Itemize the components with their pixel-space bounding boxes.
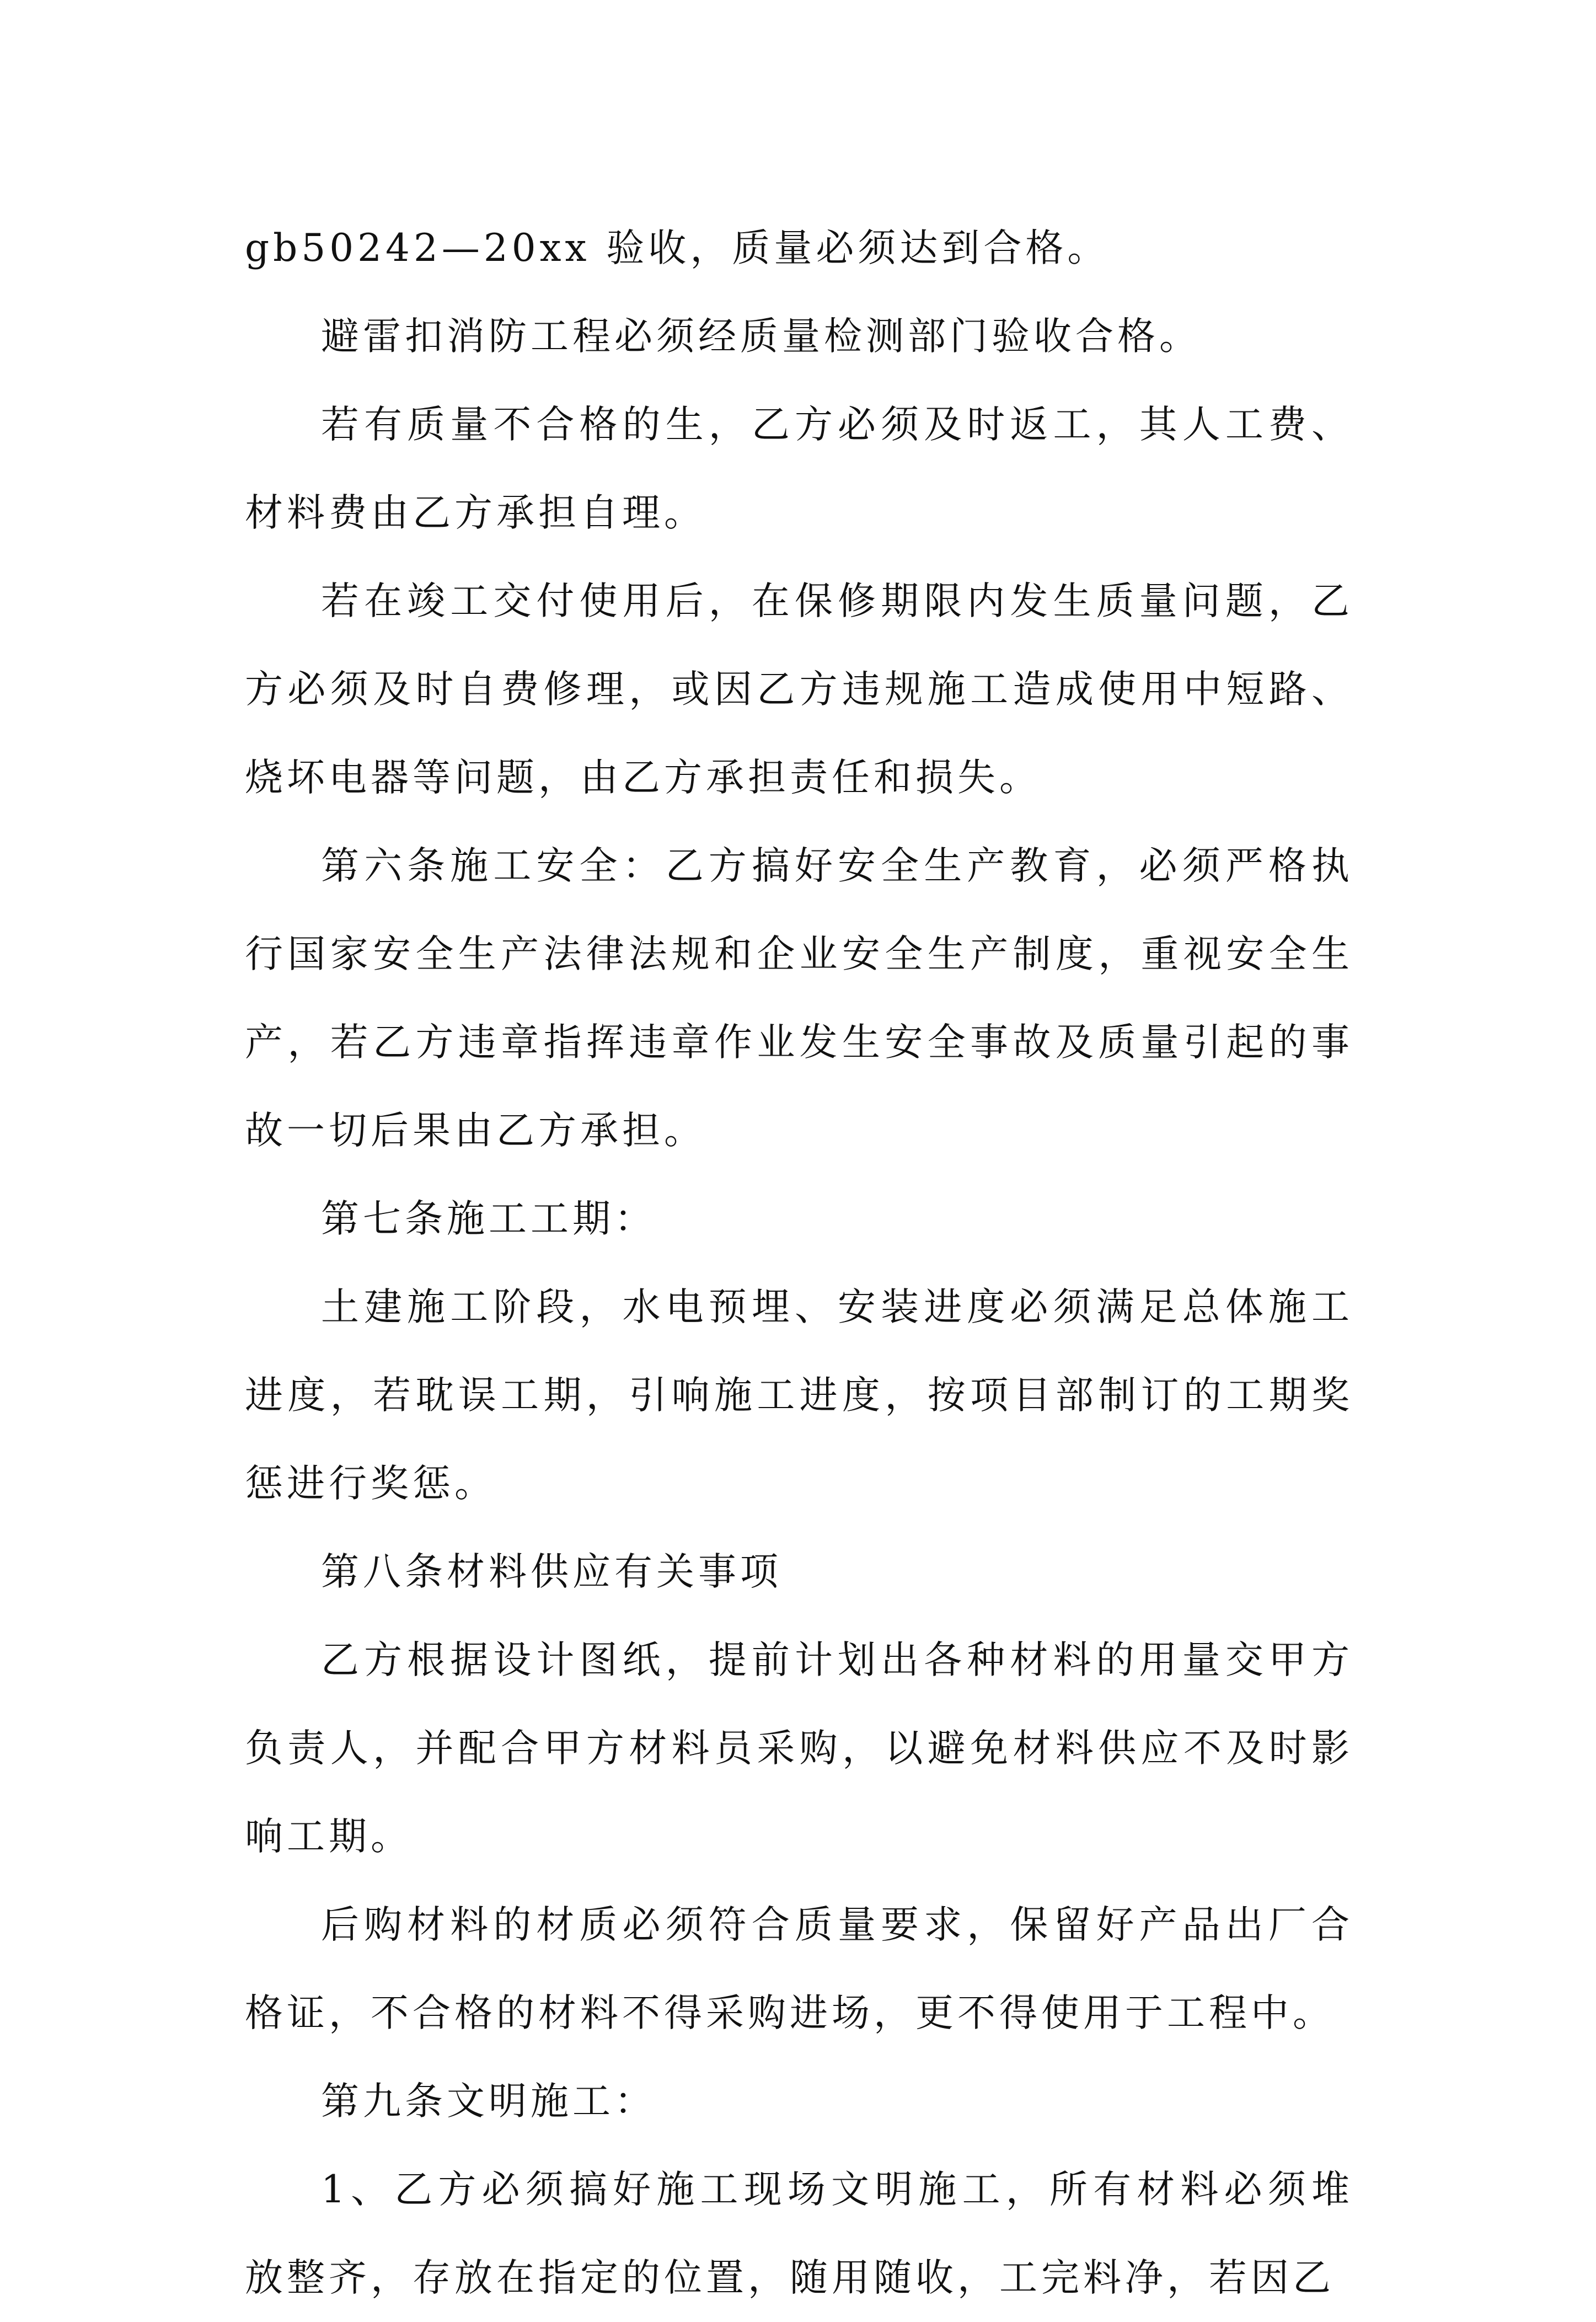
paragraph-material-quality: 后购材料的材质必须符合质量要求，保留好产品出厂合格证，不合格的材料不得采购进场，更不得使用于工程中。	[245, 1903, 1353, 2035]
paragraph-material-plan: 乙方根据设计图纸，提前计划出各种材料的用量交甲方负责人，并配合甲方材料员采购，以避免材料供应不及时影响工期。	[245, 1638, 1353, 1859]
paragraph-lightning-fire-acceptance: 避雷扣消防工程必须经质量检测部门验收合格。	[321, 314, 1201, 359]
paragraph-rework-cost: 若有质量不合格的生，乙方必须及时返工，其人工费、材料费由乙方承担自理。	[245, 403, 1353, 535]
paragraph-article-6-safety: 第六条施工安全：乙方搞好安全生产教育，必须严格执行国家安全生产法律法规和企业安全生产制度，重视安全生产，若乙方违章指挥违章作业发生安全事故及质量引起的事故一切后果由乙方承担。	[245, 844, 1353, 1153]
paragraph-warranty-repair: 若在竣工交付使用后，在保修期限内发生质量问题，乙方必须及时自费修理，或因乙方违规施工造成使用中短路、烧坏电器等问题，由乙方承担责任和损失。	[245, 579, 1353, 800]
paragraph-article-9-heading: 第九条文明施工：	[321, 2079, 656, 2123]
paragraph-schedule: 土建施工阶段，水电预埋、安装进度必须满足总体施工进度，若耽误工期，引响施工进度，按项目部制订的工期奖惩进行奖惩。	[245, 1285, 1353, 1506]
paragraph-acceptance-standard: gb50242—20xx 验收，质量必须达到合格。	[245, 226, 1110, 270]
paragraph-civilized-construction-1: 1、乙方必须搞好施工现场文明施工，所有材料必须堆放整齐，存放在指定的位置，随用随收，工完料净，若因乙	[245, 2168, 1353, 2300]
paragraph-article-8-heading: 第八条材料供应有关事项	[321, 1550, 782, 1594]
paragraph-article-7-heading: 第七条施工工期：	[321, 1197, 656, 1241]
document-body	[245, 204, 1353, 2322]
